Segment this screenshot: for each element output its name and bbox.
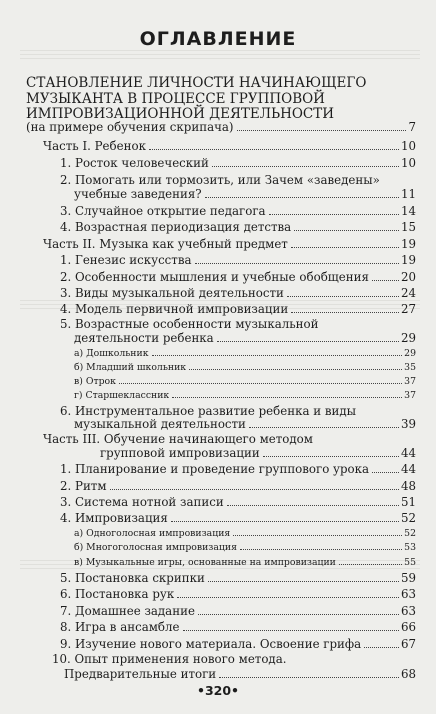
page-number: 10 xyxy=(400,156,416,170)
toc-entry-title: 7. Домашнее задание xyxy=(60,604,195,618)
toc-subentry[interactable] xyxy=(74,542,416,553)
page-number: 14 xyxy=(400,204,416,218)
dot-leader xyxy=(219,677,399,678)
dot-leader xyxy=(291,312,399,313)
toc-entry-title: 3. Виды музыкальной деятельности xyxy=(60,286,284,300)
dot-leader xyxy=(195,263,399,264)
page-number: 66 xyxy=(400,620,416,634)
dot-leader xyxy=(240,549,402,550)
toc-entry[interactable] xyxy=(43,237,416,251)
toc-entry[interactable] xyxy=(60,156,416,170)
page-number: 63 xyxy=(400,604,416,618)
toc-entry[interactable] xyxy=(60,604,416,618)
dot-leader xyxy=(287,296,399,297)
dot-leader xyxy=(294,230,399,231)
toc-entry[interactable] xyxy=(60,587,416,601)
page-number: 29 xyxy=(404,348,416,359)
toc-entry-continuation: учебные заведения? xyxy=(74,187,202,201)
page-number: 27 xyxy=(400,302,416,316)
toc-entry-title: 2. Особенности мышления и учебные обобщения xyxy=(60,270,369,284)
toc-entry[interactable] xyxy=(60,620,416,634)
dot-leader xyxy=(149,149,399,150)
dot-leader xyxy=(249,427,399,428)
page-number: 37 xyxy=(404,376,416,387)
dot-leader xyxy=(291,247,399,248)
heading-line: МУЗЫКАНТА В ПРОЦЕССЕ ГРУППОВОЙ xyxy=(26,90,325,107)
toc-entry-title: 4. Модель первичной импровизации xyxy=(60,302,289,316)
toc-entry-title: 3. Случайное открытие педагога xyxy=(60,204,266,218)
toc-entry-title: 6. Инструментальное развитие ребенка и виды xyxy=(60,404,357,418)
page-number: 37 xyxy=(404,390,416,401)
toc-entry-title: 3. Система нотной записи xyxy=(60,495,224,509)
toc-entry-title: Часть I. Ребенок xyxy=(43,139,146,153)
toc-entry-title: 2. Ритм xyxy=(60,479,107,493)
toc-entry-title: а) Одноголосная импровизация xyxy=(74,528,231,539)
toc-entry-title: 2. Помогать или тормозить, или Зачем «заведены» xyxy=(60,173,380,187)
page-number: 11 xyxy=(400,187,416,201)
page-number: 59 xyxy=(400,571,416,585)
dot-leader xyxy=(172,397,402,398)
toc-subentry[interactable] xyxy=(74,376,416,387)
toc-entry-title: в) Музыкальные игры, основанные на импровизации xyxy=(74,557,336,568)
toc-entry[interactable] xyxy=(74,417,416,431)
dot-leader xyxy=(171,521,399,522)
dot-leader xyxy=(208,581,399,582)
page-number: 52 xyxy=(400,511,416,525)
toc-entry[interactable] xyxy=(60,511,416,525)
page-number: 19 xyxy=(400,253,416,267)
page-number: 52 xyxy=(404,528,416,539)
toc-entry[interactable] xyxy=(60,204,416,218)
dot-leader xyxy=(198,614,399,615)
page-number: 63 xyxy=(400,587,416,601)
dot-leader xyxy=(189,369,402,370)
toc-entry-title: 1. Росток человеческий xyxy=(60,156,209,170)
dot-leader xyxy=(183,630,399,631)
dot-leader xyxy=(339,564,402,565)
toc-entry-title: 5. Постановка скрипки xyxy=(60,571,205,585)
toc-entry-title: а) Дошкольник xyxy=(74,348,149,359)
toc-subentry[interactable] xyxy=(74,362,416,373)
heading-line: СТАНОВЛЕНИЕ ЛИЧНОСТИ НАЧИНАЮЩЕГО xyxy=(26,75,367,91)
toc-entry[interactable] xyxy=(60,462,416,476)
dot-leader xyxy=(233,535,402,536)
page-number: 15 xyxy=(400,220,416,234)
page-number: 44 xyxy=(400,446,416,460)
toc-entry[interactable] xyxy=(64,667,416,681)
footer-page-number: •320• xyxy=(196,683,240,698)
toc-entry[interactable] xyxy=(60,571,416,585)
page-number: 53 xyxy=(404,542,416,553)
toc-subentry[interactable] xyxy=(74,528,416,539)
toc-entry[interactable] xyxy=(60,302,416,316)
toc-entry[interactable] xyxy=(60,220,416,234)
dot-leader xyxy=(364,647,399,648)
toc-entry-title: 4. Возрастная периодизация детства xyxy=(60,220,292,234)
dot-leader xyxy=(177,597,399,598)
dot-leader xyxy=(269,214,399,215)
dot-leader xyxy=(119,383,402,384)
toc-entry-title: 6. Постановка рук xyxy=(60,587,175,601)
toc-entry[interactable] xyxy=(60,637,416,651)
dot-leader xyxy=(205,197,399,198)
page-number: 10 xyxy=(400,139,416,153)
toc-entry-title: 1. Планирование и проведение группового урока xyxy=(60,462,370,476)
heading-line: ИМПРОВИЗАЦИОННОЙ ДЕЯТЕЛЬНОСТИ xyxy=(26,106,335,122)
toc-entry-title: 5. Возрастные особенности музыкальной xyxy=(60,317,319,331)
toc-entry-title: Часть II. Музыка как учебный предмет xyxy=(43,237,288,251)
toc-entry[interactable] xyxy=(60,286,416,300)
toc-entry[interactable] xyxy=(60,495,416,509)
toc-entry-title: б) Многоголосная импровизация xyxy=(74,542,237,553)
dot-leader xyxy=(217,341,399,342)
dot-leader xyxy=(110,489,399,490)
toc-subentry[interactable] xyxy=(74,557,416,568)
toc-entry[interactable] xyxy=(60,270,416,284)
page-number: 68 xyxy=(400,667,416,681)
toc-subentry[interactable] xyxy=(74,390,416,401)
page-number: 35 xyxy=(404,362,416,373)
page-number: 51 xyxy=(400,495,416,509)
page-number: 55 xyxy=(404,557,416,568)
toc-subentry[interactable] xyxy=(74,348,416,359)
page-number: 44 xyxy=(400,462,416,476)
heading-subtitle: (на примере обучения скрипача) xyxy=(26,120,234,134)
page-number: 20 xyxy=(400,270,416,284)
page-number: 48 xyxy=(400,479,416,493)
toc-entry-title: 4. Импровизация xyxy=(60,511,168,525)
toc-entry-continuation: деятельности ребенка xyxy=(74,331,214,345)
page-number: 7 xyxy=(408,120,416,134)
page-number: 19 xyxy=(400,237,416,251)
page-number: 39 xyxy=(400,417,416,431)
page-number: 67 xyxy=(400,637,416,651)
toc-entry-continuation: Предварительные итоги xyxy=(64,667,217,681)
dot-leader xyxy=(263,456,399,457)
page-title: ОГЛАВЛЕНИЕ xyxy=(139,28,297,50)
toc-entry-title: Часть III. Обучение начинающего методом xyxy=(43,432,313,446)
toc-entry-continuation: групповой импровизации xyxy=(100,446,260,460)
dot-leader xyxy=(227,505,399,506)
toc-entry-title: 9. Изучение нового материала. Освоение грифа xyxy=(60,637,362,651)
page-number: 24 xyxy=(400,286,416,300)
dot-leader xyxy=(212,166,399,167)
page-number: 29 xyxy=(400,331,416,345)
toc-entry[interactable] xyxy=(60,479,416,493)
toc-entry-title: б) Младший школьник xyxy=(74,362,187,373)
toc-entry[interactable] xyxy=(100,446,416,460)
toc-entry-title: 8. Игра в ансамбле xyxy=(60,620,180,634)
toc-entry[interactable] xyxy=(74,187,416,201)
toc-entry[interactable] xyxy=(60,253,416,267)
dot-leader xyxy=(372,472,399,473)
dot-leader xyxy=(372,280,399,281)
toc-entry-title: 10. Опыт применения нового метода. xyxy=(52,652,287,666)
toc-entry-title: в) Отрок xyxy=(74,376,116,387)
dot-leader xyxy=(152,355,403,356)
toc-entry-title: г) Старшеклассник xyxy=(74,390,170,401)
toc-entry-continuation: музыкальной деятельности xyxy=(74,417,246,431)
toc-entry-title: 1. Генезис искусства xyxy=(60,253,192,267)
toc-entry[interactable] xyxy=(74,331,416,345)
toc-entry[interactable] xyxy=(43,139,416,153)
